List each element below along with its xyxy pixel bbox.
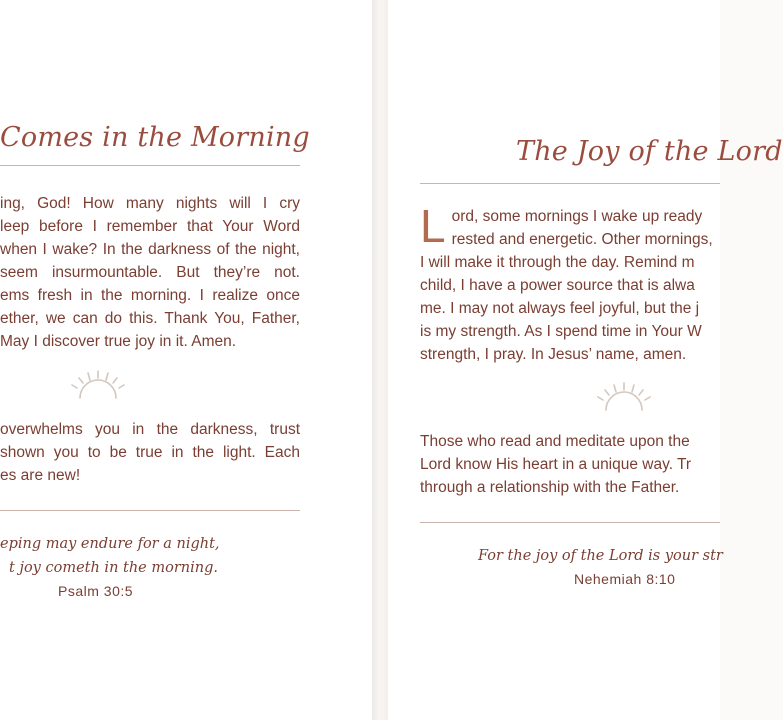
prayer-line: strength, I pray. In Jesus’ name, amen. [420,346,687,363]
prayer-line: I will make it through the day. Remind m [420,254,695,271]
left-reflection [0,418,300,487]
prayer-line: when I wake? In the darkness of the night, [0,241,300,258]
left-verse [0,532,218,580]
left-prayer [0,192,300,353]
prayer-line: ing, God! How many nights will I cry [0,195,300,212]
left-verse-rule [0,510,300,511]
prayer-line: leep before I remember that Your Word [0,218,300,235]
reflection-line: Those who read and meditate upon the [420,433,690,450]
prayer-line: May I discover true joy in it. Amen. [0,333,237,350]
sunrise-ornament-icon [66,368,130,404]
right-reflection [420,430,720,499]
prayer-line: rested and energetic. Other mornings, [451,231,713,248]
prayer-line: ord, some mornings I wake up ready [451,208,703,225]
verse-line: t joy cometh in the morning. [9,560,218,576]
left-scripture-reference: Psalm 30:5 [58,583,134,599]
reflection-line: es are new! [0,467,81,484]
prayer-line: is my strength. As I spend time in Your W [420,323,702,340]
prayer-line: child, I have a power source that is alwa [420,277,695,294]
reflection-line: Lord know His heart in a unique way. Tr [420,456,692,473]
left-page [0,0,372,720]
right-page-title: The Joy of the Lord [516,136,783,167]
drop-cap: L [420,200,446,252]
right-title-rule [420,183,720,184]
reflection-line: shown you to be true in the light. Each [0,444,300,461]
reflection-line: overwhelms you in the darkness, trust [0,421,300,438]
sunrise-ornament-icon [592,380,656,416]
right-page [388,0,783,720]
left-page-title: Comes in the Morning [0,122,310,153]
prayer-line: ems fresh in the morning. I realize once [0,287,300,304]
right-scripture-reference: Nehemiah 8:10 [574,571,676,587]
book-gutter [372,0,388,720]
verse-line: eping may endure for a night, [0,536,220,552]
right-verse: For the joy of the Lord is your str [478,548,723,564]
prayer-line: ether, we can do this. Thank You, Father, [0,310,300,327]
prayer-line: me. I may not always feel joyful, but the j [420,300,700,317]
right-prayer [420,200,720,366]
prayer-line: seem insurmountable. But they’re not. [0,264,300,281]
reflection-line: through a relationship with the Father. [420,479,680,496]
left-title-rule [0,165,300,166]
right-verse-rule [420,522,720,523]
